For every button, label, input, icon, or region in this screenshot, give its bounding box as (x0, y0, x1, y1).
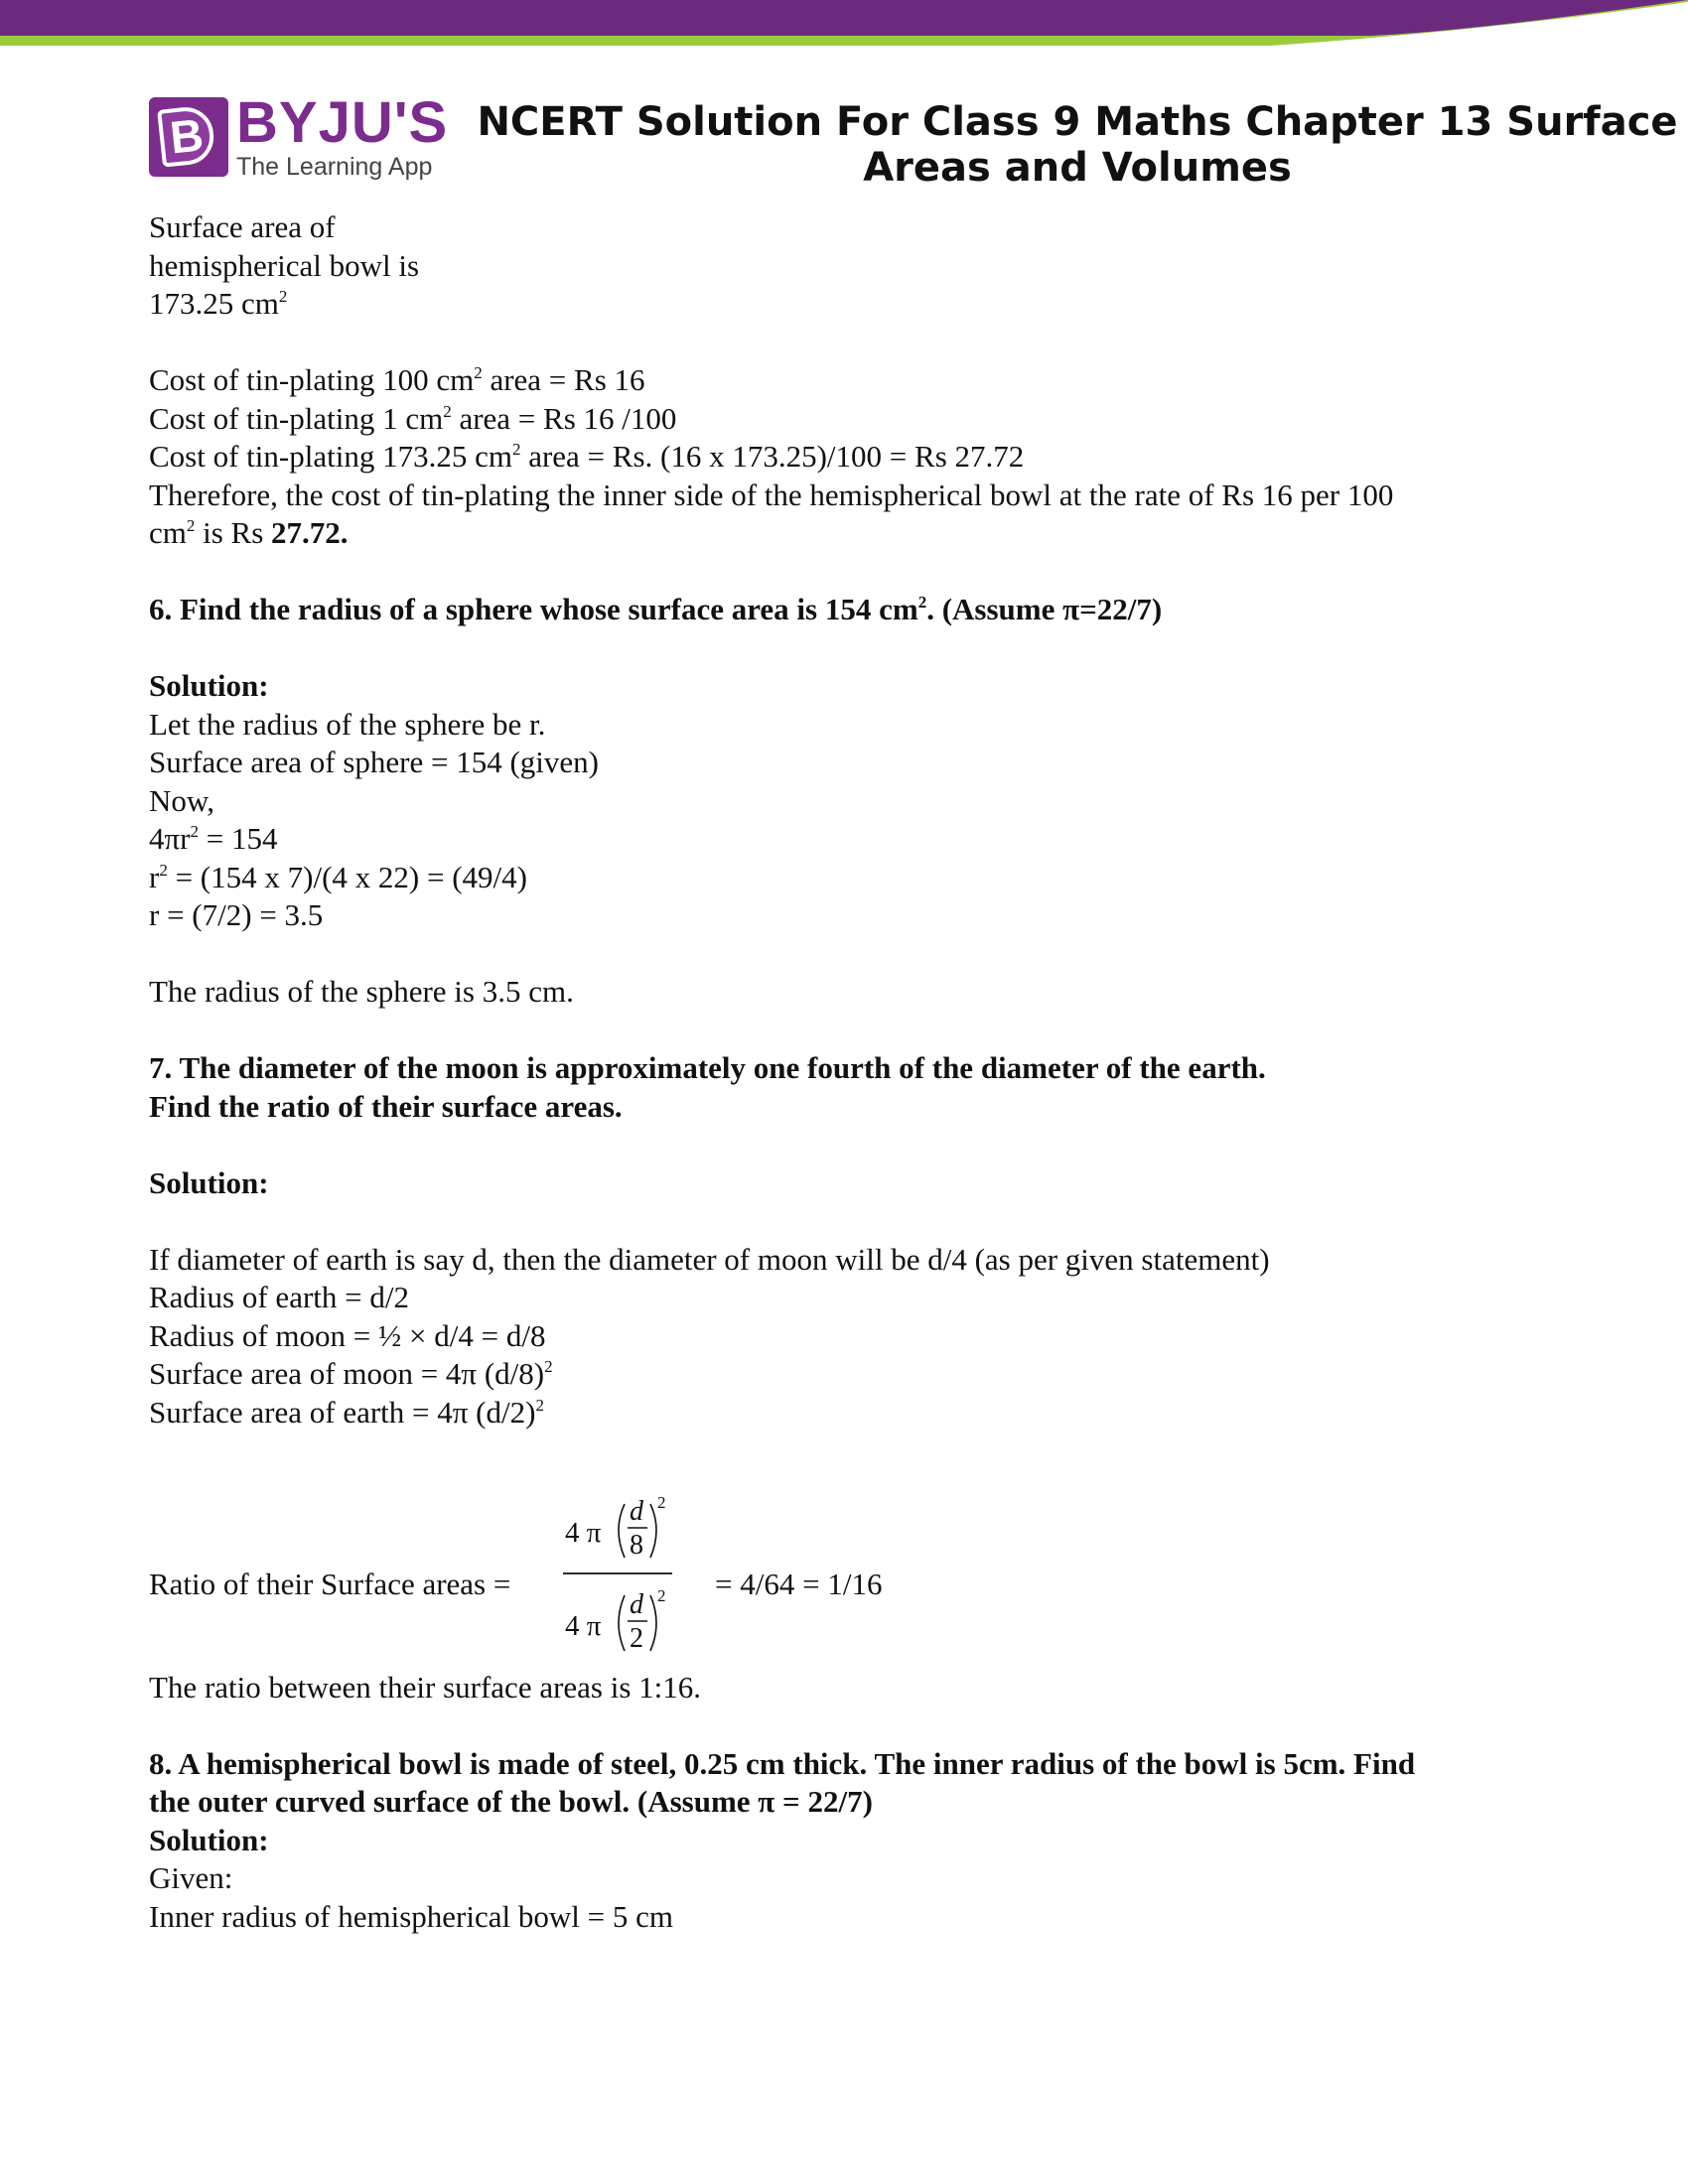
text-line: Let the radius of the sphere be r. (149, 706, 546, 742)
header-band (0, 0, 1688, 60)
question-7-line-2: Find the ratio of their surface areas. (149, 1088, 623, 1124)
text-line: 173.25 $cm^2$ (149, 286, 288, 321)
num-fraction-top: d (630, 1495, 643, 1527)
text-line: Therefore, the cost of tin-plating the inner side of the hemispherical bowl at the rate of Rs 16 per 100 (149, 477, 1394, 512)
text-line: Cost of tin-plating 173.25 $cm^2$ area = Rs. (16 x 173.25)/100 = Rs 27.72 (149, 439, 1025, 474)
question-7-line-1: 7. The diameter of the moon is approximately one fourth of the diameter of the earth. (149, 1050, 1266, 1085)
text-line: The radius of the sphere is 3.5 cm. (149, 974, 574, 1009)
text-line: r = (7/2) = 3.5 (149, 897, 324, 932)
text-line: $r^2 = (154$ x 7)/(4 x 22) = (49/4) (149, 859, 527, 894)
num-exponent: 2 (657, 1492, 666, 1512)
question-6: 6. Find the radius of a sphere whose surface area is 154 $cm^2$. (Assume π=22/7) (149, 592, 1163, 626)
answer-value: 27.72. (271, 515, 349, 550)
text-line: hemispherical bowl is (149, 247, 420, 283)
text-line: Radius of moon = ½ × d/4 = d/8 (149, 1317, 546, 1353)
text-line: Surface area of sphere = 154 (given) (149, 745, 599, 779)
ratio-equation (149, 1490, 1559, 1669)
question-8-line-1: 8. A hemispherical bowl is made of steel, 0.25 cm thick. The inner radius of the bowl is 5cm. Find (149, 1745, 1416, 1781)
num-fraction-bottom: 8 (630, 1529, 643, 1561)
solution-label: Solution: (149, 668, 269, 703)
ratio-fraction (561, 1490, 710, 1669)
num-paren-left (619, 1504, 625, 1558)
text-line: Surface area of earth = 4π $(d/2)^2$ (149, 1394, 544, 1430)
page-title: NCERT Solution For Class 9 Maths Chapter 13 Surface Areas and Volumes (477, 99, 1678, 191)
den-fraction-top: d (630, 1588, 643, 1620)
solution-label: Solution: (149, 1822, 269, 1857)
den-paren-right (650, 1595, 656, 1651)
text-line: Now, (149, 782, 215, 818)
solution-label: Solution: (149, 1164, 269, 1200)
den-coefficient: 4 π (565, 1609, 602, 1642)
num-paren-right (650, 1504, 656, 1558)
question-8-line-2: the outer curved surface of the bowl. (Assume π = 22/7) (149, 1784, 873, 1819)
num-coefficient: 4 π (565, 1516, 602, 1549)
text-line: Given: (149, 1860, 233, 1895)
logo-icon: B (149, 97, 228, 177)
text-line: Surface area of (149, 209, 336, 244)
document-body (149, 208, 1559, 1936)
text-line: Inner radius of hemispherical bowl = 5 cm (149, 1898, 673, 1934)
text-line: $cm^2$ is Rs 27.72. (149, 515, 349, 550)
den-fraction-bottom: 2 (630, 1622, 643, 1654)
den-exponent: 2 (657, 1585, 666, 1605)
text-line: If diameter of earth is say d, then the diameter of moon will be d/4 (as per given statement) (149, 1241, 1270, 1277)
ratio-result: = 4/64 = 1/16 (715, 1566, 883, 1601)
byjus-logo (149, 90, 449, 182)
text-line: Cost of tin-plating 100 $cm^2$ area = Rs 16 (149, 362, 645, 397)
text-line: The ratio between their surface areas is 1:16. (149, 1669, 702, 1705)
den-paren-left (619, 1595, 625, 1651)
text-line: Surface area of moon = 4π $(d/8)^2$ (149, 1356, 553, 1391)
ratio-label: Ratio of their Surface areas = (149, 1566, 511, 1601)
brand-tagline: The Learning App (236, 153, 433, 181)
text-line: Cost of tin-plating 1 $cm^2$ area = Rs 16 /100 (149, 400, 677, 436)
brand-name: BYJU'S (236, 90, 449, 155)
text-line: $4\pi r^2 = 154$ (149, 821, 278, 856)
text-line: Radius of earth = d/2 (149, 1280, 409, 1314)
